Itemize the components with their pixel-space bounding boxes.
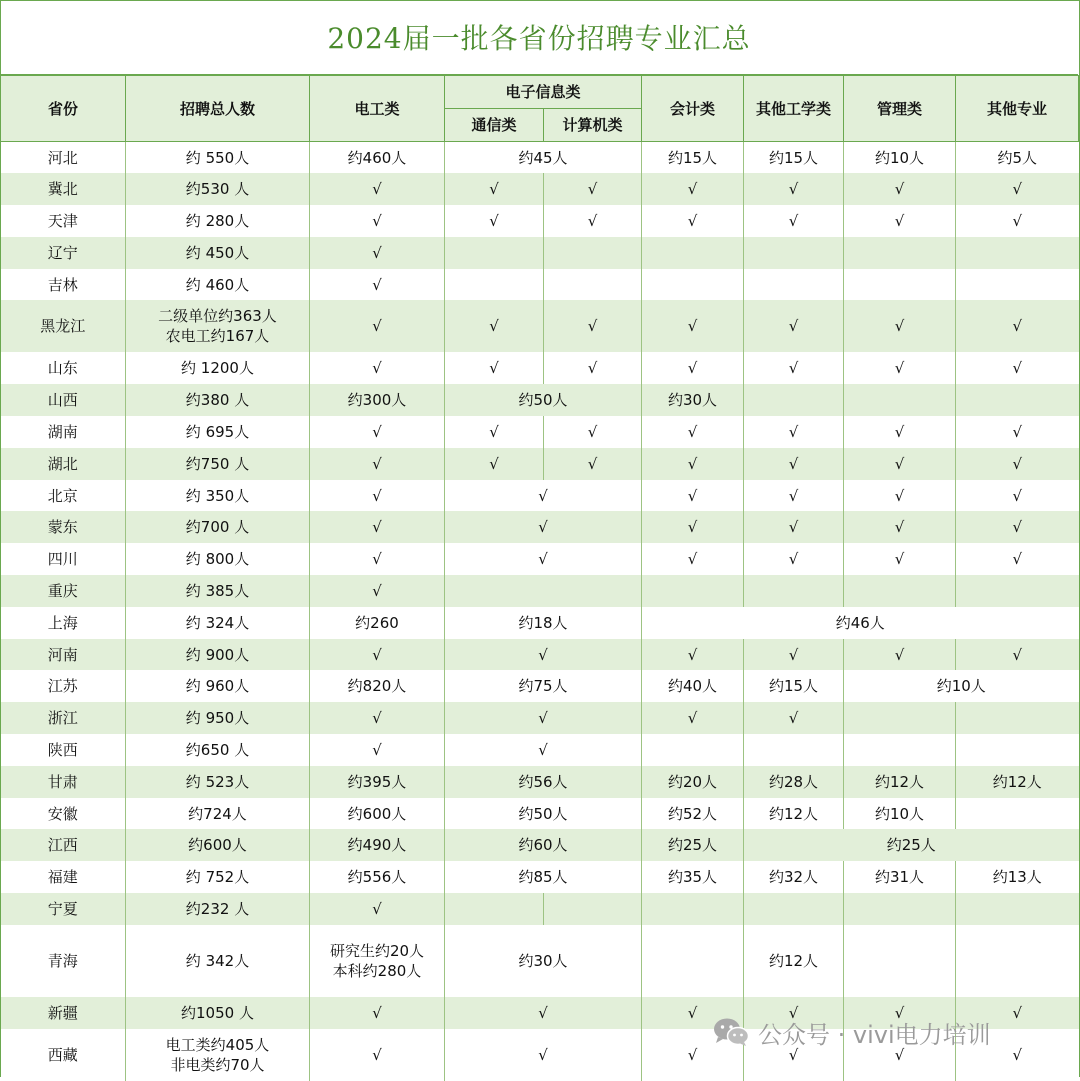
cell-province: 北京: [1, 480, 126, 512]
cell-value: √: [956, 416, 1079, 448]
cell-value: 约75人: [445, 670, 642, 702]
cell-total: 约724人: [126, 798, 310, 830]
cell-total: 约 523人: [126, 766, 310, 798]
cell-value: √: [844, 205, 956, 237]
table-row: [1, 575, 1079, 607]
header-electrical: 电工类: [310, 76, 445, 142]
cell-value: √: [744, 448, 844, 480]
cell-value: √: [956, 511, 1079, 543]
table-row: [1, 300, 1079, 352]
cell-value: 约52人: [642, 798, 744, 830]
header-management: 管理类: [844, 76, 956, 142]
table-row: [1, 893, 1079, 925]
cell-value: √: [445, 702, 642, 734]
cell-value: 约820人: [310, 670, 445, 702]
cell-value: [445, 575, 642, 607]
cell-value: √: [445, 205, 544, 237]
cell-province: 江西: [1, 829, 126, 861]
cell-value: √: [310, 575, 445, 607]
cell-value: [744, 384, 844, 416]
cell-value: [844, 925, 956, 997]
cell-value: [544, 269, 642, 301]
cell-value: [744, 734, 844, 766]
cell-province: 黑龙江: [1, 300, 126, 352]
cell-value: [445, 893, 544, 925]
cell-value: 约35人: [642, 861, 744, 893]
cell-value: 约85人: [445, 861, 642, 893]
cell-value: 约20人: [642, 766, 744, 798]
cell-value: √: [310, 448, 445, 480]
cell-value: √: [844, 416, 956, 448]
cell-value: √: [844, 448, 956, 480]
cell-value: √: [844, 173, 956, 205]
cell-province: 青海: [1, 925, 126, 997]
cell-value: √: [744, 205, 844, 237]
cell-value: √: [844, 511, 956, 543]
cell-value: √: [445, 416, 544, 448]
cell-value: [956, 384, 1079, 416]
cell-value: 约18人: [445, 607, 642, 639]
cell-value: √: [445, 543, 642, 575]
cell-value: √: [844, 1029, 956, 1081]
cell-province: 浙江: [1, 702, 126, 734]
cell-total: 约 752人: [126, 861, 310, 893]
cell-province: 四川: [1, 543, 126, 575]
cell-province: 蒙东: [1, 511, 126, 543]
cell-value: 约12人: [844, 766, 956, 798]
cell-value: √: [310, 269, 445, 301]
cell-province: 湖北: [1, 448, 126, 480]
table-row: [1, 237, 1079, 269]
cell-province: 山西: [1, 384, 126, 416]
cell-total: 约 324人: [126, 607, 310, 639]
cell-value: [956, 237, 1079, 269]
cell-total: 约 342人: [126, 925, 310, 997]
cell-value: √: [310, 205, 445, 237]
cell-province: 山东: [1, 352, 126, 384]
cell-value: [744, 893, 844, 925]
cell-value: 约10人: [844, 142, 956, 174]
cell-value: √: [544, 448, 642, 480]
cell-value: √: [445, 734, 642, 766]
cell-value: √: [642, 352, 744, 384]
cell-total: 约 350人: [126, 480, 310, 512]
cell-total: 约 1200人: [126, 352, 310, 384]
cell-value: [956, 575, 1079, 607]
cell-value: √: [310, 1029, 445, 1081]
cell-value: √: [445, 511, 642, 543]
cell-value: 约50人: [445, 384, 642, 416]
cell-value: √: [844, 300, 956, 352]
cell-value: √: [445, 448, 544, 480]
table-row: [1, 352, 1079, 384]
cell-value: √: [956, 543, 1079, 575]
cell-value: 约10人: [844, 670, 1079, 702]
cell-value: 约395人: [310, 766, 445, 798]
table-row: [1, 269, 1079, 301]
cell-value: 约490人: [310, 829, 445, 861]
cell-value: √: [744, 416, 844, 448]
cell-province: 陕西: [1, 734, 126, 766]
cell-value: 约40人: [642, 670, 744, 702]
cell-province: 西藏: [1, 1029, 126, 1081]
cell-value: [642, 925, 744, 997]
cell-value: [956, 893, 1079, 925]
cell-total: 约650 人: [126, 734, 310, 766]
header-other-engineering: 其他工学类: [744, 76, 844, 142]
cell-value: [844, 237, 956, 269]
cell-value: [956, 734, 1079, 766]
cell-value: [744, 237, 844, 269]
cell-value: √: [956, 480, 1079, 512]
table-row: [1, 734, 1079, 766]
cell-value: √: [844, 997, 956, 1029]
cell-value: √: [744, 997, 844, 1029]
cell-value: 约56人: [445, 766, 642, 798]
cell-value: √: [744, 1029, 844, 1081]
table-row: [1, 997, 1079, 1029]
cell-value: √: [544, 352, 642, 384]
table-row: [1, 1029, 1079, 1081]
cell-value: √: [310, 416, 445, 448]
cell-value: [744, 269, 844, 301]
cell-value: [844, 702, 956, 734]
cell-province: 河南: [1, 639, 126, 671]
table-row: [1, 173, 1079, 205]
table-body: [1, 142, 1079, 1081]
table-row: [1, 448, 1079, 480]
cell-province: 冀北: [1, 173, 126, 205]
cell-value: √: [642, 702, 744, 734]
cell-value: 约12人: [744, 798, 844, 830]
cell-value: √: [844, 352, 956, 384]
cell-value: √: [956, 173, 1079, 205]
cell-total: 约 950人: [126, 702, 310, 734]
cell-value: [956, 269, 1079, 301]
cell-value: 研究生约20人 本科约280人: [310, 925, 445, 997]
cell-value: 约32人: [744, 861, 844, 893]
cell-value: [956, 925, 1079, 997]
cell-value: √: [744, 543, 844, 575]
table-row: [1, 384, 1079, 416]
cell-province: 河北: [1, 142, 126, 174]
cell-value: √: [544, 173, 642, 205]
cell-value: 约60人: [445, 829, 642, 861]
table-row: [1, 543, 1079, 575]
cell-value: 约50人: [445, 798, 642, 830]
cell-value: 约600人: [310, 798, 445, 830]
cell-total: 约 450人: [126, 237, 310, 269]
cell-total: 电工类约405人 非电类约70人: [126, 1029, 310, 1081]
cell-value: [956, 702, 1079, 734]
cell-province: 辽宁: [1, 237, 126, 269]
cell-total: 约750 人: [126, 448, 310, 480]
cell-value: √: [844, 639, 956, 671]
table-row: [1, 766, 1079, 798]
cell-value: √: [956, 300, 1079, 352]
table-row: [1, 798, 1079, 830]
cell-total: 约700 人: [126, 511, 310, 543]
cell-value: 约28人: [744, 766, 844, 798]
cell-value: √: [445, 997, 642, 1029]
header-province: 省份: [1, 76, 126, 142]
cell-total: 约 960人: [126, 670, 310, 702]
table-row: [1, 861, 1079, 893]
cell-value: 约5人: [956, 142, 1079, 174]
cell-value: 约30人: [642, 384, 744, 416]
cell-value: √: [310, 511, 445, 543]
cell-value: √: [310, 702, 445, 734]
cell-value: [642, 269, 744, 301]
header-other-major: 其他专业: [956, 76, 1079, 142]
cell-value: √: [642, 997, 744, 1029]
cell-value: √: [445, 352, 544, 384]
cell-value: √: [445, 173, 544, 205]
cell-value: [445, 237, 544, 269]
cell-value: √: [310, 173, 445, 205]
cell-value: √: [642, 448, 744, 480]
cell-value: √: [844, 480, 956, 512]
cell-value: √: [744, 639, 844, 671]
cell-value: [844, 384, 956, 416]
recruitment-table: [0, 75, 1079, 1081]
cell-province: 上海: [1, 607, 126, 639]
cell-value: 约46人: [642, 607, 1079, 639]
cell-province: 天津: [1, 205, 126, 237]
cell-total: 约 385人: [126, 575, 310, 607]
cell-value: 约260: [310, 607, 445, 639]
cell-province: 重庆: [1, 575, 126, 607]
cell-value: 约13人: [956, 861, 1079, 893]
cell-province: 安徽: [1, 798, 126, 830]
cell-value: √: [642, 300, 744, 352]
table-row: [1, 639, 1079, 671]
header-electronic-info: 电子信息类: [445, 76, 642, 109]
cell-value: √: [956, 448, 1079, 480]
cell-value: √: [744, 511, 844, 543]
table-row: [1, 205, 1079, 237]
table-row: [1, 925, 1079, 997]
cell-value: 约30人: [445, 925, 642, 997]
cell-value: √: [642, 416, 744, 448]
cell-value: √: [642, 543, 744, 575]
cell-total: 约 800人: [126, 543, 310, 575]
cell-value: [844, 269, 956, 301]
cell-value: √: [744, 702, 844, 734]
cell-province: 江苏: [1, 670, 126, 702]
page-title: 2024届一批各省份招聘专业汇总: [0, 0, 1078, 75]
cell-total: 约 460人: [126, 269, 310, 301]
header-total: 招聘总人数: [126, 76, 310, 142]
cell-value: √: [310, 893, 445, 925]
cell-value: √: [310, 997, 445, 1029]
cell-province: 福建: [1, 861, 126, 893]
cell-value: √: [744, 480, 844, 512]
cell-province: 吉林: [1, 269, 126, 301]
header-accounting: 会计类: [642, 76, 744, 142]
cell-total: 约 900人: [126, 639, 310, 671]
cell-value: 约12人: [744, 925, 844, 997]
cell-value: 约45人: [445, 142, 642, 174]
cell-province: 宁夏: [1, 893, 126, 925]
cell-value: √: [956, 639, 1079, 671]
cell-value: [744, 575, 844, 607]
cell-value: √: [445, 480, 642, 512]
cell-value: √: [956, 1029, 1079, 1081]
cell-total: 约1050 人: [126, 997, 310, 1029]
cell-value: 约10人: [844, 798, 956, 830]
cell-total: 约 280人: [126, 205, 310, 237]
cell-value: [642, 575, 744, 607]
table-row: [1, 511, 1079, 543]
cell-value: [544, 893, 642, 925]
cell-value: √: [956, 205, 1079, 237]
cell-value: 约25人: [642, 829, 744, 861]
cell-value: [642, 893, 744, 925]
cell-value: 约460人: [310, 142, 445, 174]
cell-value: [844, 575, 956, 607]
cell-value: √: [956, 352, 1079, 384]
cell-value: [445, 269, 544, 301]
cell-value: [844, 893, 956, 925]
cell-value: √: [642, 511, 744, 543]
cell-value: √: [956, 997, 1079, 1029]
cell-value: √: [445, 1029, 642, 1081]
cell-total: 约 550人: [126, 142, 310, 174]
cell-value: [544, 237, 642, 269]
cell-value: 约15人: [744, 142, 844, 174]
cell-total: 约 695人: [126, 416, 310, 448]
cell-value: [642, 237, 744, 269]
cell-value: √: [445, 639, 642, 671]
table-row: [1, 607, 1079, 639]
cell-value: √: [310, 352, 445, 384]
cell-value: 约31人: [844, 861, 956, 893]
table-row: [1, 142, 1079, 174]
table-row: [1, 829, 1079, 861]
cell-value: [956, 798, 1079, 830]
cell-value: √: [310, 543, 445, 575]
cell-value: 约12人: [956, 766, 1079, 798]
cell-value: 约15人: [744, 670, 844, 702]
cell-value: √: [310, 480, 445, 512]
cell-value: 约15人: [642, 142, 744, 174]
cell-value: 约25人: [744, 829, 1079, 861]
cell-value: √: [310, 734, 445, 766]
cell-value: √: [744, 352, 844, 384]
header-computer: 计算机类: [544, 109, 642, 142]
cell-value: √: [744, 300, 844, 352]
cell-value: 约556人: [310, 861, 445, 893]
cell-value: √: [310, 639, 445, 671]
cell-value: √: [642, 205, 744, 237]
cell-value: √: [544, 416, 642, 448]
cell-total: 约232 人: [126, 893, 310, 925]
watermark-text: 公众号 · vivi电力培训: [758, 1020, 991, 1049]
cell-value: √: [310, 237, 445, 269]
cell-value: √: [642, 173, 744, 205]
cell-total: 约380 人: [126, 384, 310, 416]
header-communication: 通信类: [445, 109, 544, 142]
cell-value: √: [642, 639, 744, 671]
cell-value: √: [310, 300, 445, 352]
cell-province: 甘肃: [1, 766, 126, 798]
table-row: [1, 670, 1079, 702]
cell-total: 二级单位约363人 农电工约167人: [126, 300, 310, 352]
cell-value: √: [544, 205, 642, 237]
cell-province: 新疆: [1, 997, 126, 1029]
cell-value: [642, 734, 744, 766]
table-row: [1, 480, 1079, 512]
table-row: [1, 416, 1079, 448]
cell-value: √: [744, 173, 844, 205]
cell-value: √: [642, 1029, 744, 1081]
cell-value: √: [844, 543, 956, 575]
cell-value: √: [445, 300, 544, 352]
table-row: [1, 702, 1079, 734]
cell-value: [844, 734, 956, 766]
cell-value: √: [544, 300, 642, 352]
cell-total: 约530 人: [126, 173, 310, 205]
cell-value: √: [642, 480, 744, 512]
cell-total: 约600人: [126, 829, 310, 861]
cell-value: 约300人: [310, 384, 445, 416]
cell-province: 湖南: [1, 416, 126, 448]
